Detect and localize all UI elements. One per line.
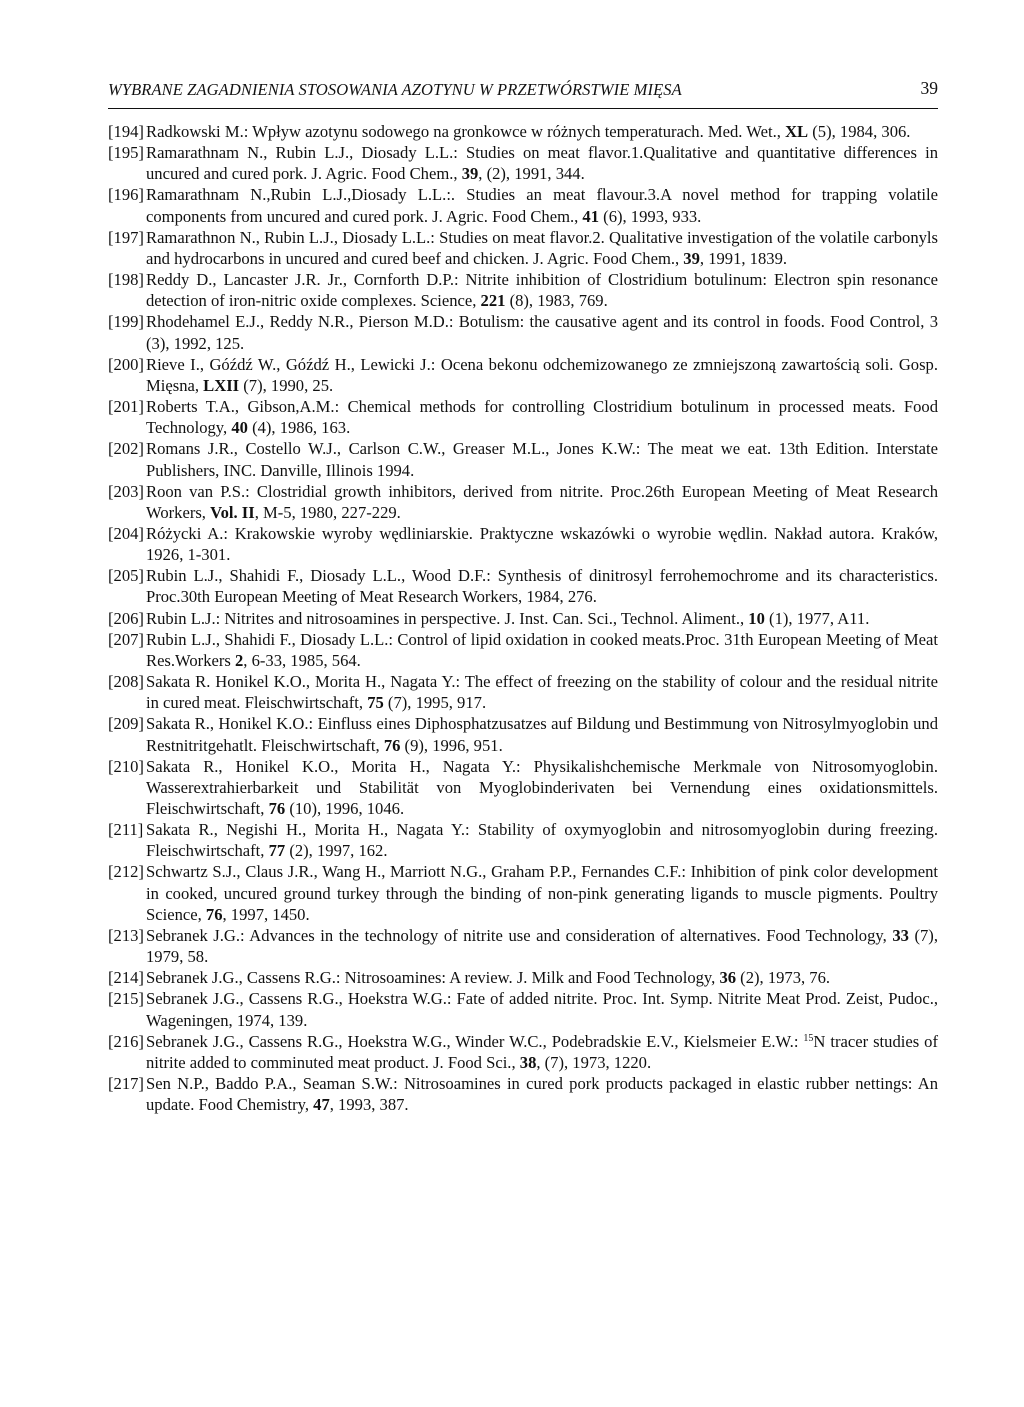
volume-number: 33 xyxy=(892,925,909,945)
reference-text-segment: Rubin L.J., Shahidi F., Diosady L.L., Wood D.F.: Synthesis of dinitrosyl ferrohemochrome and its characteristics. Proc.30th European Meeting of Meat Research Workers, 1984, 276. xyxy=(146,566,938,607)
reference-text-segment: Sakata R., Honikel K.O., Morita H., Nagata Y.: Physikalishchemische Merkmale von Nitrosomyoglobin. Wasserextrahierbarkeit und Stabilität von Myoglobinderivaten bei Vernendung eines oxidationsmittels. Fleischwirtschaft, xyxy=(146,756,938,818)
reference-entry xyxy=(108,1031,938,1073)
reference-text xyxy=(146,714,938,754)
reference-text-segment: Rieve I., Góźdź W., Góźdź H., Lewicki J.: Ocena bekonu odchemizowanego ze zmniejszoną zawartością soli. Gosp. Mięsna, xyxy=(146,354,938,395)
reference-text xyxy=(146,968,830,987)
reference-entry xyxy=(108,629,938,671)
volume-number: Vol. II xyxy=(210,502,255,522)
reference-number: [213] xyxy=(108,925,144,945)
volume-number: 41 xyxy=(582,206,600,226)
reference-text-segment: (2), 1973, 76. xyxy=(736,968,831,988)
reference-text-segment: (7), 1979, 58. xyxy=(146,925,938,967)
reference-number: [194] xyxy=(108,122,144,141)
reference-text xyxy=(146,862,938,923)
reference-number: [207] xyxy=(108,629,144,649)
reference-number: [216] xyxy=(108,1031,144,1051)
reference-entry xyxy=(108,227,938,269)
reference-text-segment: , 1997, 1450. xyxy=(222,904,310,924)
reference-text-segment: Sebranek J.G., Cassens R.G.: Nitrosoamines: A review. J. Milk and Food Technology, xyxy=(146,968,720,988)
reference-text xyxy=(146,1032,938,1072)
running-title: WYBRANE ZAGADNIENIA STOSOWANIA AZOTYNU W PRZETWÓRSTWIE MIĘSA xyxy=(108,80,682,99)
reference-text-segment: (9), 1996, 951. xyxy=(400,735,503,755)
volume-number: LXII xyxy=(203,375,240,395)
reference-text-segment: Rubin L.J.: Nitrites and nitrosoamines in perspective. J. Inst. Can. Sci., Technol. Aliment., xyxy=(146,608,749,628)
volume-number: 221 xyxy=(480,291,506,311)
reference-text-segment: (6), 1993, 933. xyxy=(599,206,702,226)
reference-entry xyxy=(108,184,938,226)
reference-text-segment: Ramarathnon N., Rubin L.J., Diosady L.L.: Studies on meat flavor.2. Qualitative investigation of the volatile carbonyls and hydrocarbons in uncured and cured beef and chicken. J. Agric. Food Chem., xyxy=(146,227,938,268)
reference-list xyxy=(108,121,938,1115)
reference-text-segment: Sakata R., Negishi H., Morita H., Nagata Y.: Stability of oxymyoglobin and nitrosomyoglobin during freezing. Fleischwirtschaft, xyxy=(146,820,938,861)
volume-number: 76 xyxy=(205,904,223,924)
reference-text-segment: (7), 1995, 917. xyxy=(383,693,487,713)
reference-entry xyxy=(108,819,938,861)
volume-number: 2 xyxy=(235,650,244,670)
reference-text-segment: , 1993, 387. xyxy=(329,1095,409,1115)
reference-text-segment: Ramarathnam N., Rubin L.J., Diosady L.L.: Studies on meat flavor.1.Qualitative and quantitative differences in uncured and cured pork. J. Agric. Food Chem., xyxy=(146,143,938,184)
reference-text-segment: Sebranek J.G., Cassens R.G., Hoekstra W.G.: Fate of added nitrite. Proc. Int. Symp. Nitrite Meat Prod. Zeist, Pudoc., Wageningen, 1974, 139. xyxy=(146,989,938,1030)
reference-entry xyxy=(108,756,938,819)
reference-text xyxy=(146,524,938,564)
reference-number: [196] xyxy=(108,185,144,205)
reference-text xyxy=(146,566,938,606)
reference-number: [211] xyxy=(108,820,144,840)
reference-text-segment: Sebranek J.G., Cassens R.G., Hoekstra W.G., Winder W.C., Podebradskie E.V., Kielsmeier E.W.: xyxy=(146,1031,804,1051)
reference-entry xyxy=(108,396,938,438)
reference-entry xyxy=(108,438,938,480)
volume-number: 36 xyxy=(719,968,737,988)
reference-number: [209] xyxy=(108,714,144,734)
reference-entry xyxy=(108,988,938,1030)
reference-text xyxy=(146,757,938,818)
reference-text-segment: (4), 1986, 163. xyxy=(247,418,351,438)
reference-text xyxy=(146,609,869,628)
reference-entry xyxy=(108,967,938,988)
reference-number: [208] xyxy=(108,672,144,692)
reference-number: [202] xyxy=(108,439,144,459)
reference-entry xyxy=(108,1073,938,1115)
reference-text xyxy=(146,312,938,352)
reference-text-segment: Roon van P.S.: Clostridial growth inhibitors, derived from nitrite. Proc.26th European Meeting of Meat Research Workers, xyxy=(146,481,938,522)
reference-text-segment: N tracer studies of nitrite added to comminuted meat product. J. Food Sci., xyxy=(146,1031,938,1072)
reference-text xyxy=(146,1074,938,1114)
reference-text-segment: Ramarathnam N.,Rubin L.J.,Diosady L.L.:. Studies an meat flavour.3.A novel method for trapping volatile components from uncured and cured pork. J. Agric. Food Chem., xyxy=(146,185,938,226)
reference-entry xyxy=(108,523,938,565)
reference-text-segment: (7), 1990, 25. xyxy=(239,375,334,395)
reference-number: [212] xyxy=(108,862,144,882)
reference-text-segment: Sebranek J.G.: Advances in the technology of nitrite use and consideration of alternatives. Food Technology, xyxy=(146,925,893,945)
volume-number: 10 xyxy=(748,608,765,628)
reference-number: [210] xyxy=(108,756,144,776)
reference-text xyxy=(146,397,938,437)
reference-text-segment: Schwartz S.J., Claus J.R., Wang H., Marriott N.G., Graham P.P., Fernandes C.F.: Inhibition of pink color development in cooked, uncured ground turkey through the binding of non-pink generating ligands to muscle pigments. Poultry Science, xyxy=(146,862,938,924)
reference-text-segment: Radkowski M.: Wpływ azotynu sodowego na gronkowce w różnych temperaturach. Med. Wet., xyxy=(146,122,786,141)
reference-number: [201] xyxy=(108,397,144,417)
volume-number: 39 xyxy=(683,248,700,268)
reference-entry xyxy=(108,565,938,607)
reference-text xyxy=(146,355,938,395)
reference-text-segment: , 1991, 1839. xyxy=(699,248,788,268)
reference-number: [205] xyxy=(108,566,144,586)
reference-entry xyxy=(108,142,938,184)
superscript: 15 xyxy=(803,1032,814,1044)
reference-text xyxy=(146,122,910,141)
reference-text-segment: Romans J.R., Costello W.J., Carlson C.W., Greaser M.L., Jones K.W.: The meat we eat. 13th Edition. Interstate Publishers, INC. Danville, Illinois 1994. xyxy=(146,439,938,480)
reference-number: [195] xyxy=(108,143,144,163)
reference-entry xyxy=(108,311,938,353)
reference-text xyxy=(146,672,938,712)
reference-text-segment: Rhodehamel E.J., Reddy N.R., Pierson M.D.: Botulism: the causative agent and its control in foods. Food Control, 3 (3), 1992, 125. xyxy=(146,312,938,353)
reference-number: [215] xyxy=(108,989,144,1009)
reference-text-segment: (8), 1983, 769. xyxy=(505,291,608,311)
volume-number: 39 xyxy=(461,164,479,184)
reference-text xyxy=(146,270,938,310)
reference-text xyxy=(146,820,938,860)
reference-text xyxy=(146,185,938,225)
reference-number: [214] xyxy=(108,968,144,988)
page-number: 39 xyxy=(920,78,938,98)
volume-number: 75 xyxy=(367,693,384,713)
reference-text-segment: Reddy D., Lancaster J.R. Jr., Cornforth D.P.: Nitrite inhibition of Clostridium botulinum: Electron spin resonance detection of iron-nitric oxide complexes. Science, xyxy=(146,270,938,311)
reference-text-segment: Różycki A.: Krakowskie wyroby wędliniarskie. Praktyczne wskazówki o wyrobie wędlin. Nakład autora. Kraków, 1926, 1-301. xyxy=(146,523,938,565)
reference-text-segment: Sakata R., Honikel K.O.: Einfluss eines Diphosphatzusatzes auf Bildung und Bestimmung von Nitrosylmyoglobin und Restnitritgehatlt. Fleischwirtschaft, xyxy=(146,714,938,755)
reference-number: [217] xyxy=(108,1074,144,1094)
reference-number: [206] xyxy=(108,608,144,628)
reference-text-segment: (2), 1997, 162. xyxy=(285,841,388,861)
reference-entry xyxy=(108,121,938,142)
reference-entry xyxy=(108,925,938,967)
reference-text xyxy=(146,228,938,268)
page-header xyxy=(108,80,938,109)
reference-text-segment: Sakata R. Honikel K.O., Morita H., Nagata Y.: The effect of freezing on the stability of colour and the residual nitrite in cured meat. Fleischwirtschaft, xyxy=(146,672,938,713)
volume-number: XL xyxy=(785,122,809,141)
reference-number: [199] xyxy=(108,312,144,332)
reference-text-segment: Rubin L.J., Shahidi F., Diosady L.L.: Control of lipid oxidation in cooked meats.Proc. 31th European Meeting of Meat Res.Workers xyxy=(146,629,938,670)
volume-number: 76 xyxy=(268,799,286,818)
reference-entry xyxy=(108,713,938,755)
reference-entry xyxy=(108,861,938,924)
reference-text-segment: , 6-33, 1985, 564. xyxy=(243,650,361,670)
reference-entry xyxy=(108,481,938,523)
reference-text-segment: Roberts T.A., Gibson,A.M.: Chemical methods for controlling Clostridium botulinum in processed meats. Food Technology, xyxy=(146,397,938,438)
reference-text xyxy=(146,482,938,522)
reference-text-segment: Sen N.P., Baddo P.A., Seaman S.W.: Nitrosoamines in cured pork products packaged in elastic rubber nettings: An update. Food Chemistry, xyxy=(146,1074,938,1115)
reference-entry xyxy=(108,354,938,396)
reference-entry xyxy=(108,269,938,311)
reference-text-segment: , (7), 1973, 1220. xyxy=(536,1052,652,1072)
reference-entry xyxy=(108,671,938,713)
volume-number: 77 xyxy=(268,841,286,861)
reference-number: [200] xyxy=(108,354,144,374)
reference-number: [198] xyxy=(108,270,144,290)
reference-number: [197] xyxy=(108,227,144,247)
volume-number: 76 xyxy=(383,735,401,755)
volume-number: 40 xyxy=(231,418,248,438)
volume-number: 38 xyxy=(519,1052,537,1072)
reference-text xyxy=(146,926,938,966)
reference-text-segment: (10), 1996, 1046. xyxy=(285,799,405,818)
reference-text xyxy=(146,143,938,183)
volume-number: 47 xyxy=(313,1095,330,1115)
reference-text xyxy=(146,630,938,670)
reference-text-segment: (1), 1977, A11. xyxy=(764,608,870,628)
reference-entry xyxy=(108,608,938,629)
reference-text-segment: , M-5, 1980, 227-229. xyxy=(254,502,401,522)
reference-number: [203] xyxy=(108,481,144,501)
reference-text-segment: , (2), 1991, 344. xyxy=(478,164,585,184)
reference-text xyxy=(146,439,938,479)
reference-number: [204] xyxy=(108,523,144,543)
reference-text xyxy=(146,989,938,1029)
reference-text-segment: (5), 1984, 306. xyxy=(808,122,911,141)
